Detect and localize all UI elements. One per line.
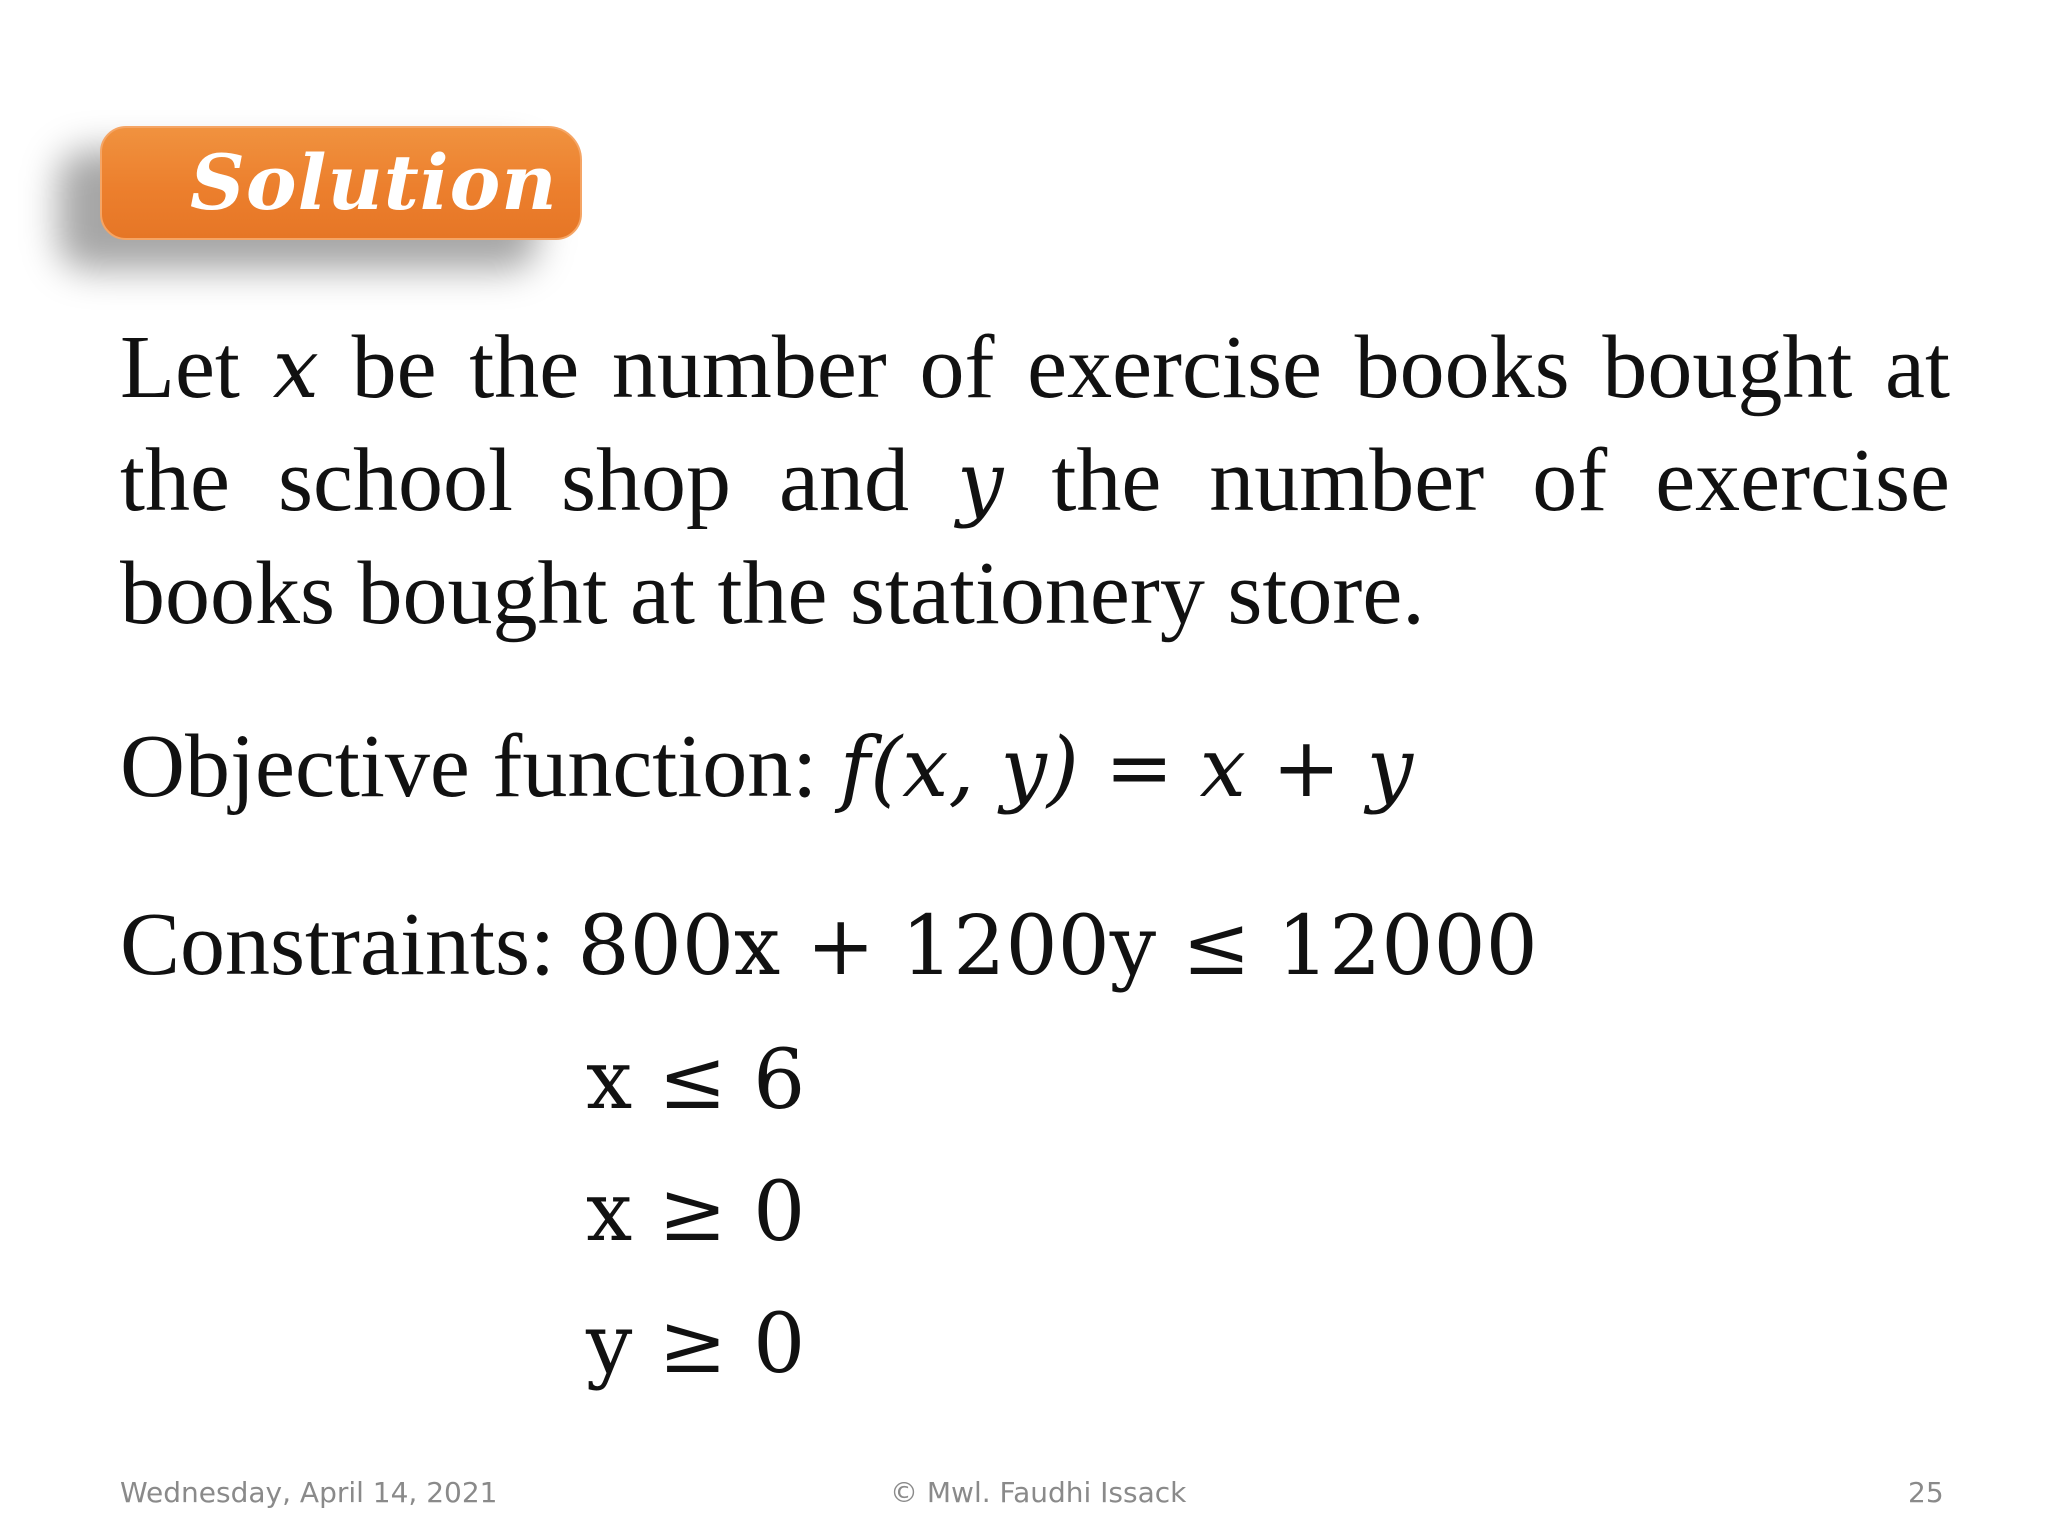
intro-text-1: Let bbox=[120, 318, 273, 417]
solution-label: Solution bbox=[190, 138, 558, 227]
footer-author: © Mwl. Faudhi Issack bbox=[890, 1476, 1187, 1509]
intro-text-3: the number of exercise books bought at the stationery store. bbox=[120, 431, 1950, 643]
variable-x: x bbox=[272, 322, 319, 417]
constraint-2: x ≤ 6 bbox=[586, 1033, 806, 1128]
objective-label: Objective function: bbox=[120, 717, 840, 816]
variable-y: y bbox=[956, 435, 1004, 530]
footer-date: Wednesday, April 14, 2021 bbox=[120, 1476, 498, 1509]
intro-paragraph bbox=[120, 312, 1950, 649]
page-number: 25 bbox=[1908, 1476, 1944, 1509]
objective-line bbox=[120, 717, 1414, 816]
constraints-line bbox=[120, 895, 1538, 994]
solution-tab bbox=[100, 126, 582, 240]
constraint-1: 800x + 1200y ≤ 12000 bbox=[577, 899, 1538, 994]
constraint-4: y ≥ 0 bbox=[586, 1297, 806, 1392]
objective-expression: f(x, y) = x + y bbox=[839, 721, 1414, 816]
intro-text-2: be the number of exercise books bought at the school shop and bbox=[120, 318, 1950, 530]
constraint-3: x ≥ 0 bbox=[586, 1165, 806, 1260]
constraints-label: Constraints: bbox=[120, 895, 578, 994]
